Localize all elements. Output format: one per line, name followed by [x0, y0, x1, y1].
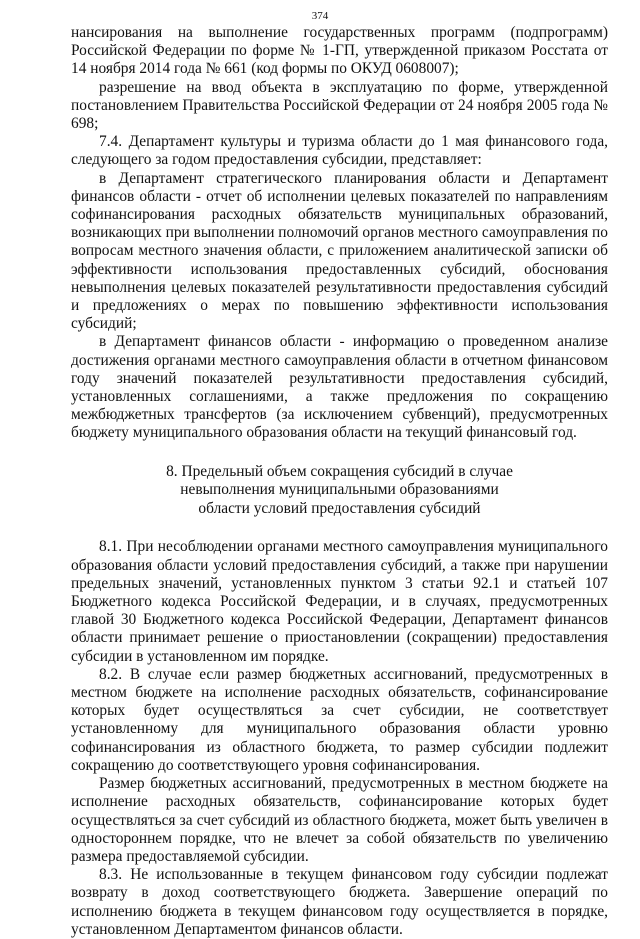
paragraph-finance-department-info: в Департамент финансов области - информацию о проведенном анализе достижения органами местного самоуправления области в отчетном финансовом году значений показателей результативности предоставления субсидий, установленных соглашениями, а также предложения по сокращению межбюджетных трансфертов (за исключением субвенций), предусмотренных бюджету муниципального образования области на текущий финансовый год.	[71, 333, 608, 442]
document-body	[71, 24, 608, 939]
paragraph-commissioning-permit: разрешение на ввод объекта в эксплуатацию по форме, утвержденной постановлением Правительства Российской Федерации от 24 ноября 2005 года № 698;	[71, 78, 608, 133]
heading-line-2: невыполнения муниципальными образованиями	[180, 481, 499, 499]
paragraph-8-1: 8.1. При несоблюдении органами местного самоуправления муниципального образования области условий предоставления субсидий, а также при нарушении предельных значений, установленных пунктом 3 статьи 92.1 и статьей 107 Бюджетного кодекса Российской Федерации, и в случаях, предусмотренных главой 30 Бюджетного кодекса Российской Федерации, Департамент финансов области принимает решение о приостановлении (сокращении) предоставления субсидии в установленном им порядке.	[71, 538, 608, 665]
paragraph-strategic-planning-report: в Департамент стратегического планирования области и Департамент финансов области - отчет об исполнении целевых показателей по направлениям софинансирования расходных обязательств муниципальных образований, возникающих при выполнении полномочий органов местного самоуправления по вопросам местного значения области, с приложением аналитической записки об эффективности использования предоставленных субсидий, обоснования невыполнения целевых показателей результативности предоставления субсидий и предложениях о мерах по повышению эффективности использования субсидий;	[71, 169, 608, 333]
heading-line-3: области условий предоставления субсидий	[198, 499, 481, 517]
paragraph-8-3: 8.3. Не использованные в текущем финансовом году субсидии подлежат возврату в доход соответствующего бюджета. Завершение операций по исполнению бюджета в текущем финансовом году осуществляется в порядке, установленном Департаментом финансов области.	[71, 866, 608, 938]
section-8-heading	[71, 463, 608, 519]
paragraph-continuation: нансирования на выполнение государственных программ (подпрограмм) Российской Федерации по форме № 1-ГП, утвержденной приказом Росстата от 14 ноября 2014 года № 661 (код формы по ОКУД 0608007);	[71, 24, 608, 78]
page-number: 374	[311, 10, 329, 22]
heading-line-1: 8. Предельный объем сокращения субсидий в случае	[166, 462, 513, 480]
paragraph-8-2: 8.2. В случае если размер бюджетных ассигнований, предусмотренных в местном бюджете на исполнение расходных обязательств, софинансирование которых будет осуществляться за счет субсидии, не соответствует установленному для муниципального образования области уровню софинансирования из областного бюджета, то размер субсидии подлежит сокращению до соответствующего уровня софинансирования.	[71, 665, 608, 774]
paragraph-7-4: 7.4. Департамент культуры и туризма области до 1 мая финансового года, следующего за годом предоставления субсидии, представляет:	[71, 133, 608, 169]
paragraph-budget-allocation-size: Размер бюджетных ассигнований, предусмотренных в местном бюджете на исполнение расходных обязательств, софинансирование которых будет осуществляться за счет субсидий из областного бюджета, может быть увеличен в одностороннем порядке, что не влечет за собой обязательств по увеличению размера предоставляемой субсидии.	[71, 775, 608, 865]
